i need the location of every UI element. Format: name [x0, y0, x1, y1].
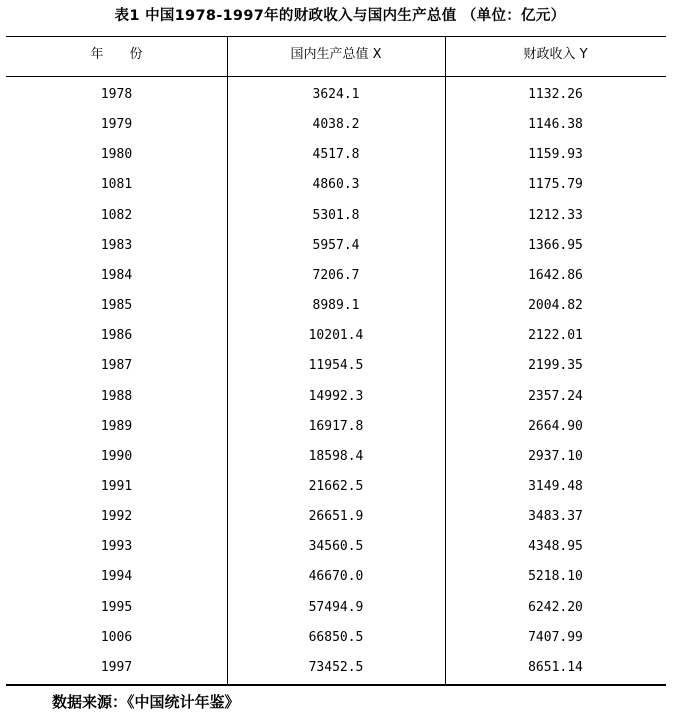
cell-gdp: 16917.8 [308, 418, 364, 434]
cell-gdp: 34560.5 [308, 539, 364, 555]
cell-gdp: 10201.4 [308, 328, 364, 344]
cell-gdp: 66850.5 [308, 629, 364, 645]
cell-gdp: 57494.9 [308, 599, 364, 615]
table-row [6, 650, 666, 680]
table-row [6, 348, 666, 378]
cell-gdp: 18598.4 [308, 448, 364, 464]
cell-year: 1985 [100, 298, 133, 314]
cell-gdp: 5301.8 [312, 207, 360, 223]
table-row [6, 107, 666, 137]
cell-revenue: 3483.37 [528, 509, 583, 525]
cell-revenue: 2937.10 [528, 448, 583, 464]
table-bottom-rule [6, 684, 666, 686]
table-row [6, 137, 666, 167]
cell-year: 1989 [100, 418, 133, 434]
table-row [6, 379, 666, 409]
table-row [6, 228, 666, 258]
table-row [6, 258, 666, 288]
cell-gdp: 4517.8 [312, 147, 360, 163]
table-row [6, 198, 666, 228]
header-year: 年 份 [90, 47, 143, 62]
table-row [6, 288, 666, 318]
cell-year: 1983 [100, 237, 133, 253]
header-revenue: 财政收入 Y [523, 47, 588, 62]
cell-revenue: 2004.82 [528, 298, 583, 314]
cell-year: 1997 [100, 659, 133, 675]
cell-year: 1979 [100, 117, 133, 133]
cell-year: 1991 [100, 478, 133, 494]
cell-year: 1988 [100, 388, 133, 404]
table-row [6, 529, 666, 559]
cell-gdp: 21662.5 [308, 478, 364, 494]
table-row [6, 620, 666, 650]
header-gdp: 国内生产总值 X [290, 47, 382, 62]
cell-revenue: 1212.33 [528, 207, 583, 223]
cell-revenue: 2357.24 [528, 388, 583, 404]
table-row [6, 318, 666, 348]
cell-revenue: 1146.38 [528, 117, 583, 133]
cell-revenue: 3149.48 [528, 478, 583, 494]
cell-gdp: 3624.1 [312, 87, 360, 102]
table-row [6, 439, 666, 469]
cell-year: 1992 [100, 509, 133, 525]
cell-revenue: 1159.93 [528, 147, 583, 163]
table-title: 表1 中国1978-1997年的财政收入与国内生产总值 （单位：亿元） [114, 8, 566, 24]
cell-year: 1006 [100, 629, 133, 645]
cell-year: 1984 [100, 267, 133, 283]
cell-gdp: 5957.4 [312, 237, 360, 253]
cell-year: 1993 [100, 539, 133, 555]
cell-revenue: 5218.10 [528, 569, 583, 585]
cell-year: 1082 [100, 207, 133, 223]
cell-revenue: 1132.26 [528, 87, 583, 102]
cell-revenue: 2122.01 [528, 328, 583, 344]
cell-year: 1987 [100, 358, 133, 374]
table-row [6, 469, 666, 499]
table-row [6, 559, 666, 589]
table-row [6, 167, 666, 197]
cell-revenue: 1366.95 [528, 237, 583, 253]
cell-gdp: 14992.3 [308, 388, 364, 404]
cell-revenue: 1175.79 [528, 177, 583, 193]
cell-revenue: 8651.14 [528, 659, 583, 675]
cell-year: 1986 [100, 328, 133, 344]
table-row [6, 590, 666, 620]
table-row [6, 77, 666, 107]
table-row [6, 499, 666, 529]
data-source-note: 数据来源：《中国统计年鉴》 [52, 693, 240, 711]
cell-gdp: 73452.5 [308, 659, 364, 675]
cell-revenue: 7407.99 [528, 629, 583, 645]
cell-gdp: 7206.7 [312, 267, 360, 283]
data-table [6, 36, 666, 686]
cell-gdp: 8989.1 [312, 298, 360, 314]
cell-gdp: 46670.0 [308, 569, 364, 585]
cell-gdp: 4860.3 [312, 177, 360, 193]
cell-gdp: 11954.5 [308, 358, 364, 374]
table-row [6, 409, 666, 439]
cell-year: 1990 [100, 448, 133, 464]
cell-revenue: 2664.90 [528, 418, 583, 434]
cell-year: 1081 [100, 177, 133, 193]
cell-gdp: 26651.9 [308, 509, 364, 525]
cell-year: 1994 [100, 569, 133, 585]
cell-gdp: 4038.2 [312, 117, 360, 133]
cell-revenue: 2199.35 [528, 358, 583, 374]
cell-year: 1995 [100, 599, 133, 615]
cell-year: 1980 [100, 147, 133, 163]
cell-year: 1978 [100, 87, 133, 102]
cell-revenue: 1642.86 [528, 267, 583, 283]
cell-revenue: 4348.95 [528, 539, 583, 555]
cell-revenue: 6242.20 [528, 599, 583, 615]
